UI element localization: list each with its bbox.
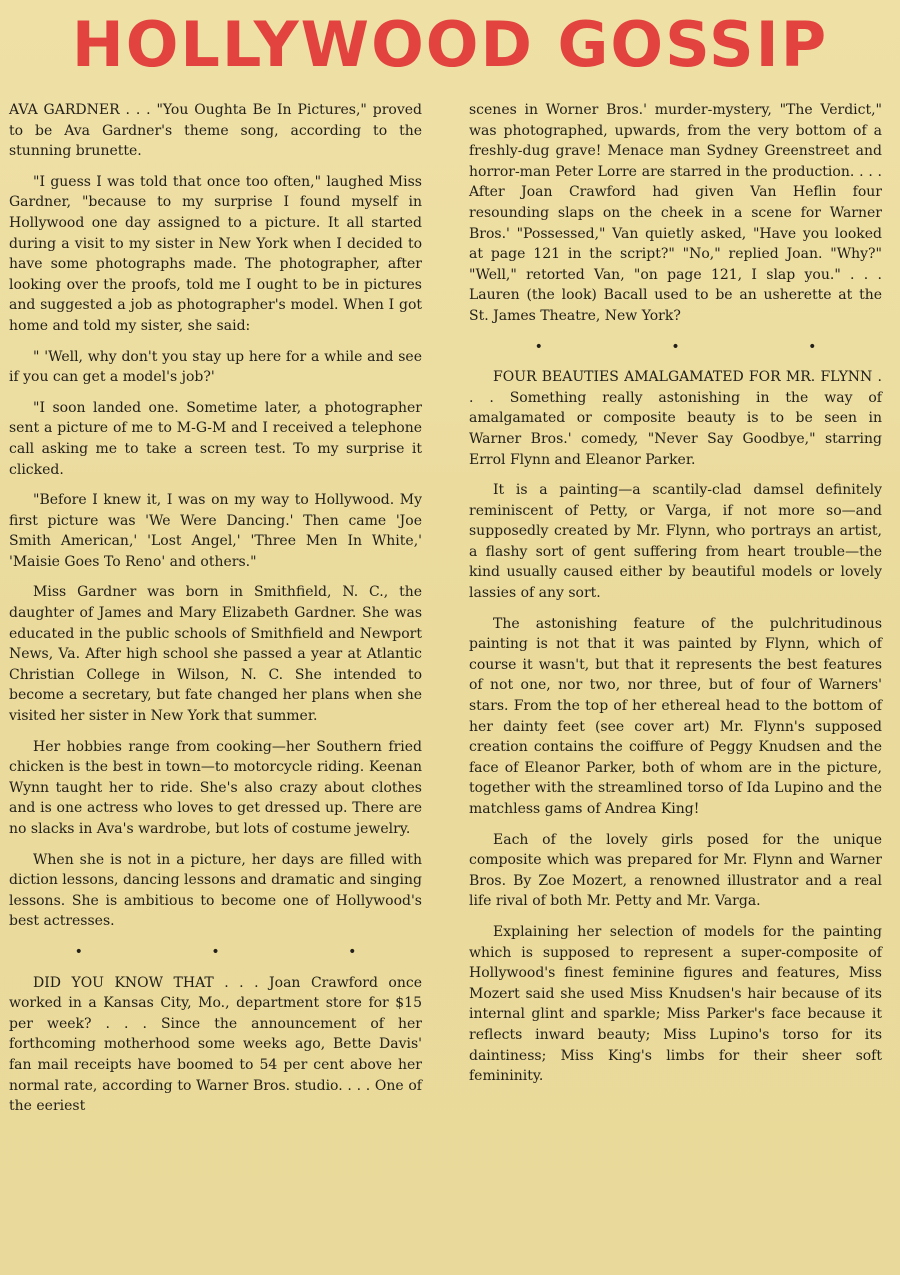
section-separator: • • • <box>74 943 419 960</box>
paragraph-painting: It is a painting—a scantily-clad damsel definitely reminiscent of Petty, or Varga, if not more so—and supposedly created by Mr. Flynn, who portrays an artist, a flashy sort of gent suffering from heart trouble—the kind usually caused either by beautiful models or lovely lassies of any sort. <box>469 482 882 602</box>
paragraph-quote-sister: " 'Well, why don't you stay up here for a while and see if you can get a model's job?' <box>9 348 422 386</box>
paragraph-quote-landed: "I soon landed one. Sometime later, a photographer sent a picture of me to M-G-M and I received a telephone call asking me to take a screen test. To my surprise it clicked. <box>9 399 422 478</box>
paragraph-did-you-know: DID YOU KNOW THAT . . . Joan Crawford once worked in a Kansas City, Mo., department store for $15 per week? . . . Since the announcement of her forthcoming motherhood some weeks ago, Bette Davis' fan mail receipts have boomed to 54 per cent above her normal rate, according to Warner Bros. studio. . . . One of the eeriest <box>9 974 422 1115</box>
paragraph-scenes-continued: scenes in Worner Bros.' murder-mystery, "The Verdict," was photographed, upwards, from the very bottom of a freshly-dug grave! Menace man Sydney Greenstreet and horror-man Peter Lorre are starred in the production. . . . After Joan Crawford had given Van Heflin four resounding slaps on the cheek in a scene for Warner Bros.' "Possessed," Van quietly asked, "Have you looked at page 121 in the script?" "No," replied Joan. "Why?" "Well," retorted Van, "on page 121, I slap you." . . . Lauren (the look) Bacall used to be an usherette at the St. James Theatre, New York? <box>469 102 882 324</box>
section-separator: • • • <box>534 338 879 355</box>
paragraph-explaining-selection: Explaining her selection of models for the painting which is supposed to represent a super-composite of Hollywood's finest feminine figures and features, Miss Mozert said she used Miss Knudsen's hair because of its internal glint and sparkle; Miss Parker's face because it reflects inward beauty; Miss Lupino's torso for its daintiness; Miss King's limbs for their sheer soft femininity. <box>469 923 882 1085</box>
paragraph-ava-gardner-intro: AVA GARDNER . . . "You Oughta Be In Pictures," proved to be Ava Gardner's theme song, according to the stunning brunette. <box>9 102 422 160</box>
paragraph-four-beauties: FOUR BEAUTIES AMALGAMATED FOR MR. FLYNN . . . Something really astonishing in the way of amalgamated or composite beauty is to be seen in Warner Bros.' comedy, "Never Say Goodbye," starring Errol Flynn and Eleanor Parker. <box>469 369 882 468</box>
paragraph-lessons: When she is not in a picture, her days are filled with diction lessons, dancing lessons and dramatic and singing lessons. She is ambitious to become one of Hollywood's best actresses. <box>9 851 422 930</box>
paragraph-quote-told: "I guess I was told that once too often," laughed Miss Gardner, "because to my surprise I found myself in Hollywood one day assigned to a picture. It all started during a visit to my sister in New York when I decided to have some photographs made. The photographer, after looking over the proofs, told me I ought to be in pictures and suggested a job as photographer's model. When I got home and told my sister, she said: <box>9 173 422 334</box>
paragraph-girls-posed: Each of the lovely girls posed for the unique composite which was prepared for Mr. Flynn and Warner Bros. By Zoe Mozert, a renowned illustrator and a real life rival of both Mr. Petty and Mr. Varga. <box>469 831 882 910</box>
page-title: HOLLYWOOD GOSSIP <box>71 8 829 81</box>
paragraph-hobbies: Her hobbies range from cooking—her Southern fried chicken is the best in town—to motorcycle riding. Keenan Wynn taught her to ride. She's also crazy about clothes and is one actress who loves to get dressed up. There are no slacks in Ava's wardrobe, but lots of costume jewelry. <box>9 738 422 837</box>
paragraph-quote-hollywood: "Before I knew it, I was on my way to Hollywood. My first picture was 'We Were Dancing.' Then came 'Joe Smith American,' 'Lost Angel,' 'Three Men In White,' 'Maisie Goes To Reno' and others." <box>9 492 422 570</box>
right-column <box>469 100 882 1097</box>
left-column <box>9 100 422 1127</box>
paragraph-biography: Miss Gardner was born in Smithfield, N. C., the daughter of James and Mary Elizabeth Gardner. She was educated in the public schools of Smithfield and Newport News, Va. After high school she passed a year at Atlantic Christian College in Wilson, N. C. She intended to become a secretary, but fate changed her plans when she visited her sister in New York that summer. <box>9 584 422 725</box>
paragraph-astonishing-feature: The astonishing feature of the pulchritudinous painting is not that it was painted by Flynn, which of course it wasn't, but that it represents the best features of not one, nor two, nor three, but of four of Warners' stars. From the top of her ethereal head to the bottom of her dainty feet (see cover art) Mr. Flynn's supposed creation contains the coiffure of Peggy Knudsen and the face of Eleanor Parker, both of whom are in the picture, together with the streamlined torso of Ida Lupino and the matchless gams of Andrea King! <box>469 615 882 817</box>
